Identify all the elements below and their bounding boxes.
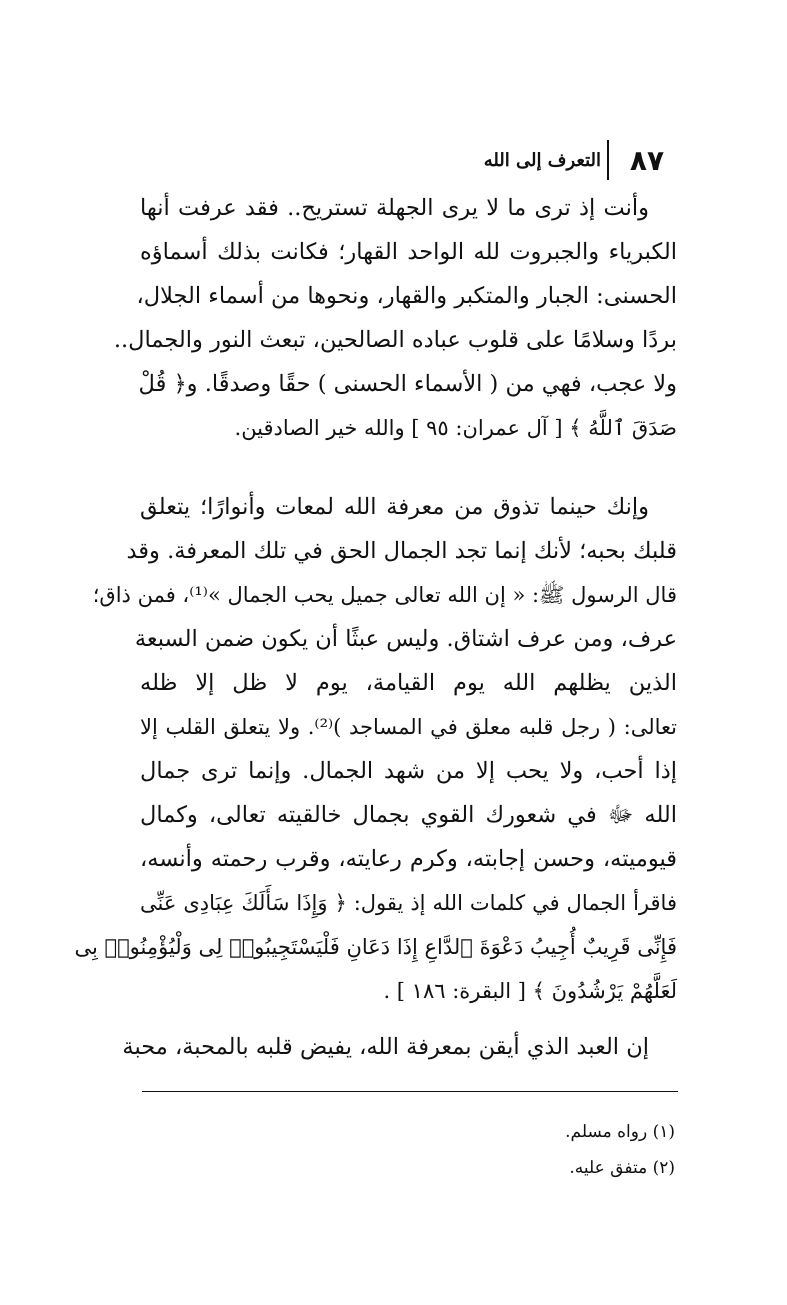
footnote-2: (٢) متفق عليه.	[569, 1158, 675, 1178]
text-line: الكبرياء والجبروت لله الواحد القهار؛ فكانت بذلك أسماؤه	[140, 239, 677, 265]
footnote-divider	[142, 1091, 678, 1092]
text-line: الله ﷻ في شعورك القوي بجمال خالقيته تعالى، وكمال	[140, 802, 677, 828]
text-line: قيوميته، وحسن إجابته، وكرم رعايته، وقرب رحمته وأنسه،	[140, 846, 677, 872]
text-line: عرف، ومن عرف اشتاق. وليس عبثًا أن يكون ضمن السبعة	[134, 626, 677, 652]
text-line: قلبك بحبه؛ لأنك إنما تجد الجمال الحق في تلك المعرفة. وقد	[126, 538, 677, 564]
text-line: الحسنى: الجبار والمتكبر والقهار، ونحوها من أسماء الجلال،	[136, 283, 677, 309]
text-line: فَإِنِّى قَرِيبٌ أُجِيبُ دَعْوَةَ ٱلدَّاعِ إِذَا دَعَانِ فَلْيَسْتَجِيبُوا۟ لِى وَلْيُؤْمِنُوا۟ بِى	[74, 935, 677, 959]
text-line: الذين يظلهم الله يوم القيامة، يوم لا ظل إلا ظله	[140, 670, 677, 696]
paragraph-2	[74, 485, 677, 1013]
text-line: لَعَلَّهُمْ يَرْشُدُونَ ﴾ [ البقرة: ١٨٦ ] .	[383, 979, 677, 1003]
text-line: وإنك حينما تذوق من معرفة الله لمعات وأنوارًا؛ يتعلق	[140, 494, 649, 520]
text-line: تعالى: ( رجل قلبه معلق في المساجد )⁽²⁾. ولا يتعلق القلب إلا	[140, 715, 677, 739]
running-title: التعرف إلى الله	[483, 149, 601, 171]
text-line: قال الرسول ﷺ: « إن الله تعالى جميل يحب الجمال »⁽¹⁾، فمن ذاق؛	[92, 583, 677, 607]
text-line: إن العبد الذي أيقن بمعرفة الله، يفيض قلبه بالمحبة، محبة	[122, 1034, 649, 1060]
text-line: بردًا وسلامًا على قلوب عباده الصالحين، تبعث النور والجمال..	[113, 327, 677, 353]
text-line: صَدَقَ ٱللَّهُ ﴾ [ آل عمران: ٩٥ ] والله خير الصادقين.	[234, 416, 677, 440]
footnotes	[225, 1114, 675, 1186]
paragraph-1	[113, 186, 677, 450]
paragraph-3	[122, 1025, 677, 1069]
header-divider	[607, 140, 609, 180]
text-line: فاقرأ الجمال في كلمات الله إذ يقول: ﴿ وَإِذَا سَأَلَكَ عِبَادِى عَنِّى	[140, 891, 677, 915]
text-line: إذا أحب، ولا يحب إلا من شهد الجمال. وإنما ترى جمال	[140, 758, 677, 784]
text-line: وأنت إذ ترى ما لا يرى الجهلة تستريح.. فقد عرفت أنها	[140, 195, 649, 221]
footnote-1: (١) رواه مسلم.	[565, 1122, 675, 1142]
page-number: ٨٧	[629, 143, 665, 177]
text-line: ولا عجب، فهي من ( الأسماء الحسنى ) حقًا وصدقًا. و﴿ قُلْ	[138, 371, 677, 397]
page-header	[474, 140, 677, 180]
